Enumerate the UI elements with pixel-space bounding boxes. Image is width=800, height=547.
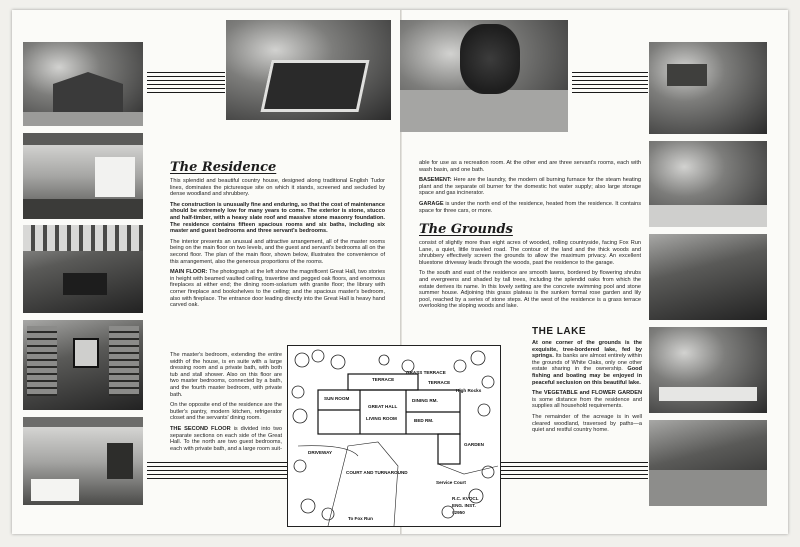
plan-garden: GARDEN bbox=[464, 442, 484, 447]
plan-architect: R.C. KVOCL bbox=[452, 496, 479, 501]
garage-label: GARAGE bbox=[419, 200, 444, 207]
floor-plan bbox=[287, 345, 501, 527]
photo-masters-bedroom bbox=[23, 417, 143, 505]
stripe-rule bbox=[572, 72, 648, 94]
stripe-rule bbox=[147, 462, 287, 482]
main-floor-text: The photograph at the left show the magnificent Great Hall, two stories in height with beamed vaulted ceiling, travertine and pegged oak floors, and enormous fireplaces at either end; the dining room-solarium with granite floor; the library with corner fireplace and bookshelves to the ceiling; and the spacious master's bedroom, also with fireplace. The entrance door leading directly into the Great Hall is heavy hand carved oak. bbox=[170, 269, 385, 309]
photo-lawn bbox=[400, 20, 568, 132]
plan-great-hall: GREAT HALL bbox=[368, 404, 398, 409]
masters-bedroom-text: The master's bedroom, extending the entire width of the house, is en suite with a large dressing room and a private bath, with both tub and stall shower. Also on this floor are two master bedrooms, connected by a bath, and the fourth master bedroom, with private bath. bbox=[170, 352, 282, 398]
photo-woods bbox=[649, 234, 767, 320]
plan-high-rocks: High Rocks bbox=[456, 388, 482, 393]
main-floor-label: MAIN FLOOR: bbox=[170, 269, 208, 276]
lake-text-col bbox=[532, 340, 642, 438]
opposite-end-text: On the opposite end of the residence are the butler's pantry, modern kitchen, refrigerator closet and the servants' dining room. bbox=[170, 402, 282, 422]
grounds-lawns: To the south and east of the residence are smooth lawns, bordered by flowering shrubs and evergreens and shaded by tall trees, including the splendid oaks from which the estate derives its name. In this lovely setting are the concrete swimming pool and stone summer house. Adjoining this grass plateau is the sunken formal rose garden and lily pool, reached by a series of stone steps. At the west of the residence is a grass terrace overlooking the sloping woods and lake. bbox=[419, 270, 641, 310]
plan-court: COURT AND TURNAROUND bbox=[346, 470, 408, 475]
photo-rose-garden bbox=[649, 327, 767, 413]
interior-text: The interior presents an unusual and attractive arrangement, all of the master rooms being on the main floor on two levels, and the guest and servant's bedrooms all on the second floor. The plan of the main floor, shown below, illustrates the convenience of this arrangement, also the generous proportions of the rooms. bbox=[170, 238, 385, 265]
basement-label: BASEMENT: bbox=[419, 177, 452, 184]
vegetable-text: is some distance from the residence and supplies all household requirements. bbox=[532, 396, 642, 410]
plan-terrace-right: TERRACE bbox=[428, 380, 451, 385]
photo-dining-room bbox=[23, 225, 143, 313]
residence-intro: This splendid and beautiful country house, designed along traditional English Tudor lines, dominates the picturesque site on which it stands, screened and secluded by dense woodland and shrubbery. bbox=[170, 178, 385, 198]
lake-intro: At one corner of the grounds is the exquisite, tree-bordered lake, fed by springs. bbox=[532, 340, 642, 360]
plan-dining: DINING RM. bbox=[412, 398, 438, 403]
residence-text bbox=[170, 178, 385, 313]
plan-lane: To Fox Run bbox=[348, 516, 373, 521]
photo-lake bbox=[649, 420, 767, 506]
grounds-intro: consist of slightly more than eight acres of wooded, rolling countryside, facing Fox Run Lane, a quiet, little traveled road. The contour of the land and the thick woods and shrubbery effectively screen the grounds to allow the maximum privacy. An excellent bluestone driveway leads through the woods, past the residence to the garage. bbox=[419, 240, 641, 266]
bedroom-text-col bbox=[170, 352, 282, 456]
photo-house-exterior bbox=[23, 42, 143, 126]
second-floor-label: THE SECOND FLOOR bbox=[170, 425, 231, 432]
plan-terrace-top: TERRACE bbox=[372, 377, 395, 382]
garage-text: is under the north end of the residence, heated from the residence. It contains space for three cars, or more. bbox=[419, 200, 641, 214]
plan-living-room: LIVING ROOM bbox=[366, 416, 397, 421]
photo-summer-house bbox=[649, 42, 767, 134]
second-floor-text: is divided into two separate sections on each side of the Great Hall. To the north are two guest bedrooms, each with private bath, and a large room suit- bbox=[170, 425, 282, 452]
right-text-top bbox=[419, 160, 641, 218]
plan-architect-2: ENG. INST. bbox=[452, 503, 476, 508]
plan-grass-terrace: GRASS TERRACE bbox=[406, 370, 446, 375]
plan-architect-3: #2950 bbox=[452, 510, 465, 515]
photo-library bbox=[23, 320, 143, 410]
plan-driveway: DRIVEWAY bbox=[308, 450, 333, 455]
lake-fishing: Good fishing and boating may be enjoyed in peaceful seclusion on this beautiful lake. bbox=[532, 366, 642, 386]
photo-great-hall bbox=[23, 133, 143, 219]
photo-driveway bbox=[649, 141, 767, 227]
lake-heading: THE LAKE bbox=[532, 326, 586, 337]
lake-text: Its banks are almost entirely within the grounds of White Oaks, only one other estate sharing in the ownership. bbox=[532, 353, 642, 373]
photo-swimming-pool bbox=[226, 20, 391, 120]
construction-text: The construction is unusually fine and enduring, so that the cost of maintenance should be extremely low for many years to come. The exterior is stone, stucco and half-timber, with a heavy slate roof and massive stone masonry foundation. The residence contains fifteen spacious rooms and six baths, including six master and guest bedrooms and three servant's bedrooms. bbox=[170, 201, 385, 235]
grounds-heading: The Grounds bbox=[419, 222, 513, 237]
residence-heading: The Residence bbox=[170, 160, 277, 175]
remainder-text: The remainder of the acreage is in well cleared woodland, traversed by paths—a quiet and restful country home. bbox=[532, 413, 642, 434]
grounds-text bbox=[419, 240, 641, 314]
vegetable-label: The VEGETABLE and FLOWER GARDEN bbox=[532, 390, 642, 397]
plan-bedroom: BED RM. bbox=[414, 418, 434, 423]
plan-sun-room: SUN ROOM bbox=[324, 396, 350, 401]
stripe-rule bbox=[500, 462, 648, 482]
plan-service-court: Service Court bbox=[436, 480, 466, 485]
continued-text: able for use as a recreation room. At the other end are three servant's rooms, each with wash basin, and one bath. bbox=[419, 160, 641, 173]
basement-text: Here are the laundry, the modern oil burning furnace for the steam heating plant and the separate oil burner for the domestic hot water supply; also large storage space and gas incinerator. bbox=[419, 177, 641, 197]
stripe-rule bbox=[147, 72, 225, 94]
